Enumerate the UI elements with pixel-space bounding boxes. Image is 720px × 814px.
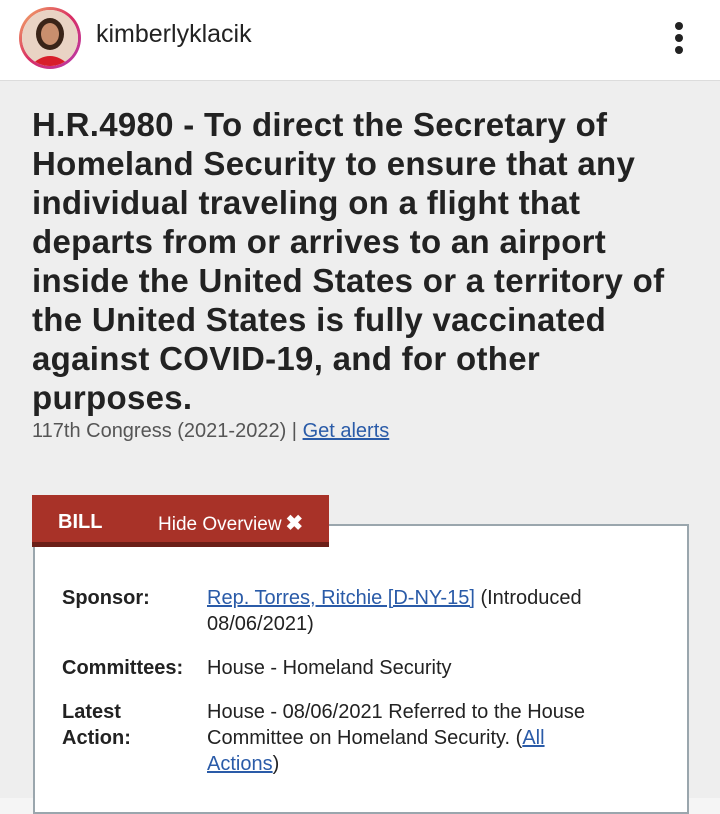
profile-avatar-icon bbox=[22, 10, 78, 66]
close-icon: ✖ bbox=[285, 512, 304, 535]
sponsor-value bbox=[207, 585, 647, 637]
bill-title: H.R.4980 - To direct the Secretary of Homeland Security to ensure that any individual traveling on a flight that departs from or arrives to an airport inside the United States or a territory of the United States is fully vaccinated against COVID-19, and for other purposes. bbox=[32, 106, 665, 416]
latest-label-line2: Action: bbox=[62, 727, 131, 749]
hide-overview-label: Hide Overview bbox=[158, 514, 282, 535]
sponsor-label: Sponsor: bbox=[62, 587, 150, 609]
overview-tabbar bbox=[32, 495, 329, 547]
latest-action-text: House - 08/06/2021 Referred to the House Committee on Homeland Security. ( bbox=[207, 701, 586, 749]
latest-action-label bbox=[62, 699, 131, 751]
all-actions-link[interactable]: All Actions bbox=[207, 727, 545, 775]
congress-info bbox=[32, 420, 389, 443]
tab-bill[interactable]: BILL bbox=[58, 511, 103, 533]
latest-action-value bbox=[207, 699, 607, 777]
username[interactable]: kimberlyklacik bbox=[96, 20, 252, 48]
sponsor-link[interactable]: Rep. Torres, Ritchie [D-NY-15] bbox=[207, 587, 475, 609]
committees-label: Committees: bbox=[62, 657, 184, 679]
get-alerts-link[interactable]: Get alerts bbox=[302, 420, 390, 442]
post-header bbox=[0, 0, 720, 81]
sponsor-introduced: (Introduced 08/06/2021) bbox=[207, 587, 582, 635]
congress-text: 117th Congress (2021-2022) | bbox=[32, 420, 297, 442]
latest-label-line1: Latest bbox=[62, 701, 121, 723]
hide-overview-button[interactable] bbox=[158, 511, 303, 536]
avatar[interactable] bbox=[19, 7, 81, 69]
committees-value: House - Homeland Security bbox=[207, 657, 452, 679]
vertical-ellipsis-icon[interactable] bbox=[664, 18, 694, 58]
latest-action-tail: ) bbox=[272, 753, 280, 775]
post-image bbox=[0, 81, 720, 798]
